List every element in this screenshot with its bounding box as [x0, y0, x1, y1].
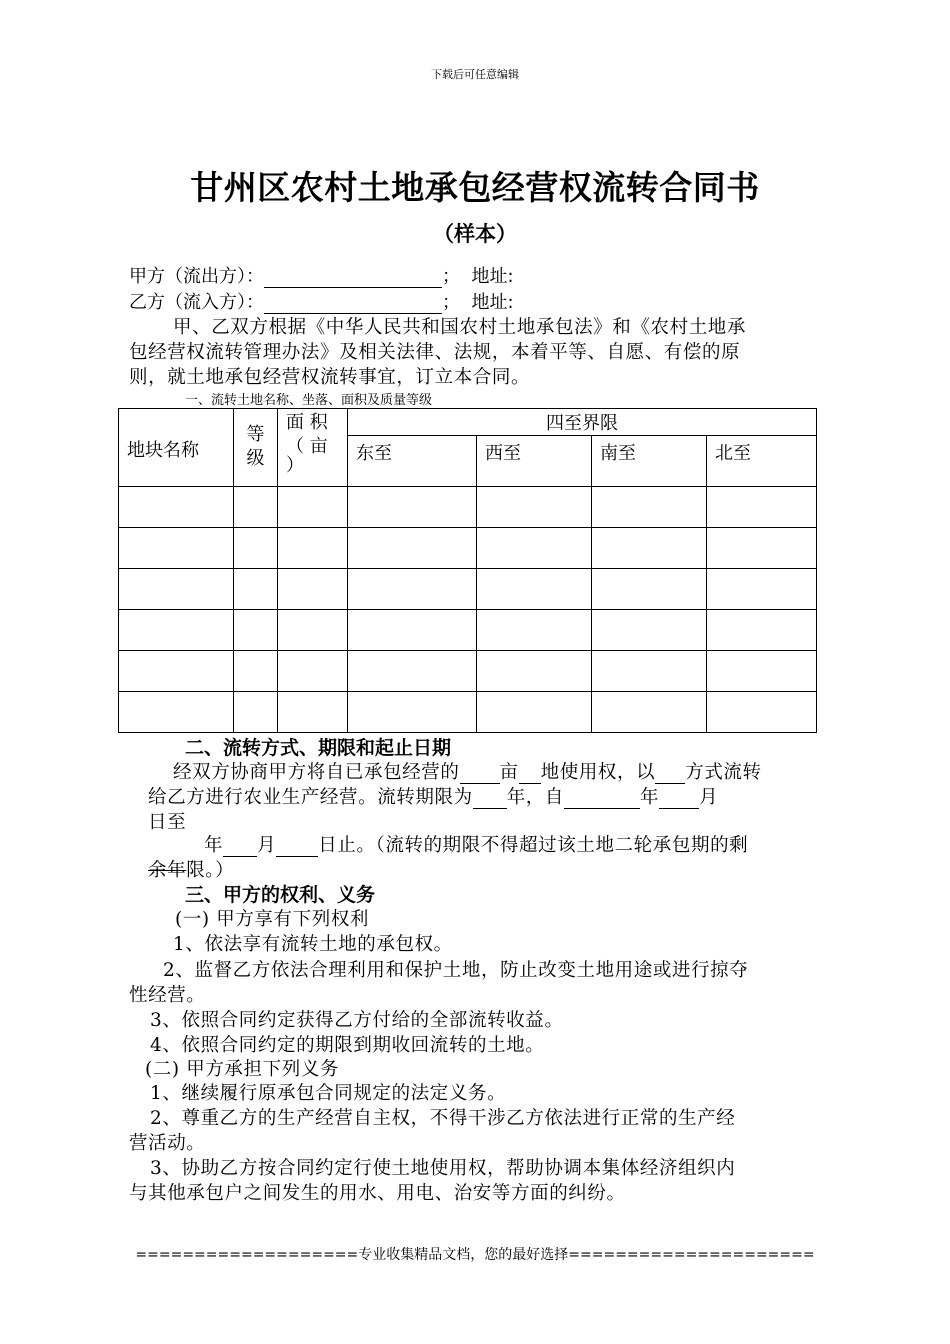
table-cell — [477, 692, 592, 733]
col-header-area-3: ） — [286, 455, 304, 476]
document-title: 甘州区农村土地承包经营权流转合同书 — [190, 168, 760, 207]
col-header-south-label: 南至 — [600, 443, 636, 464]
s2-text-b: 亩 — [499, 762, 519, 783]
table-cell — [119, 692, 234, 733]
table-cell — [119, 528, 234, 569]
table-cell — [477, 610, 592, 651]
table-cell — [592, 610, 707, 651]
table-cell — [119, 487, 234, 528]
table-cell — [234, 528, 278, 569]
table-cell — [592, 569, 707, 610]
table-row — [119, 610, 817, 651]
document-subtitle: （样本） — [433, 221, 517, 246]
table-cell — [278, 569, 348, 610]
blank-years — [473, 790, 507, 809]
party-b-address-label: 地址: — [471, 292, 514, 313]
table-cell — [348, 528, 477, 569]
right-1: 1、依法享有流转土地的承包权。 — [173, 934, 453, 955]
right-3: 3、依照合同约定获得乙方付给的全部流转收益。 — [150, 1010, 564, 1031]
table-cell — [278, 692, 348, 733]
s2-text-j: 月 — [257, 835, 277, 856]
table-cell — [348, 610, 477, 651]
boundary-header-label: 四至界限 — [546, 413, 618, 434]
table-cell — [592, 692, 707, 733]
table-cell — [477, 528, 592, 569]
blank-start-year — [564, 790, 640, 809]
table-cell — [707, 569, 817, 610]
s2-text-c: 地使用权，以 — [540, 762, 656, 783]
s2-text-g: 年 — [640, 787, 660, 808]
blank-end-day — [276, 838, 318, 857]
s2-text-k: 日止。（流转的期限不得超过该土地二轮承包期的剩 — [318, 835, 749, 856]
table-cell — [119, 569, 234, 610]
table-cell — [119, 651, 234, 692]
s2-strike-text: 余年 — [148, 860, 187, 881]
party-a-sep: ； — [442, 266, 460, 287]
section-2-line-5 — [148, 856, 234, 882]
party-b-label: 乙方（流入方）： — [129, 292, 264, 313]
table-cell — [278, 610, 348, 651]
table-row — [119, 528, 817, 569]
col-header-east — [348, 436, 477, 487]
col-header-name — [119, 409, 234, 487]
intro-line-1: 甲、乙双方根据《中华人民共和国农村土地承包法》和《农村土地承 — [173, 317, 747, 338]
blank-start-month — [659, 790, 699, 809]
blank-end-month — [223, 838, 257, 857]
table-row — [119, 651, 817, 692]
col-header-west — [477, 436, 592, 487]
land-table-body — [119, 487, 817, 733]
section-1-title: 一、流转土地名称、坐落、面积及质量等级 — [185, 393, 433, 408]
table-cell — [592, 487, 707, 528]
party-b-line — [129, 288, 514, 314]
table-cell — [348, 569, 477, 610]
table-row — [119, 487, 817, 528]
s2-text-i: 年 — [204, 835, 224, 856]
s2-text-e: 给乙方进行农业生产经营。流转期限为 — [148, 787, 473, 808]
land-table — [118, 408, 817, 733]
col-header-area — [278, 409, 348, 487]
party-b-name-blank — [264, 295, 442, 314]
table-cell — [707, 487, 817, 528]
s2-text-f: 年，自 — [506, 787, 565, 808]
table-cell — [707, 692, 817, 733]
table-cell — [234, 610, 278, 651]
section-2-line-1 — [173, 758, 762, 784]
table-cell — [278, 528, 348, 569]
right-4: 4、依照合同约定的期限到期收回流转的土地。 — [150, 1035, 545, 1056]
col-header-area-2: （ 亩 — [286, 436, 328, 457]
party-a-label: 甲方（流出方）： — [129, 266, 264, 287]
table-cell — [477, 487, 592, 528]
blank-land-type — [519, 765, 541, 784]
col-header-west-label: 西至 — [485, 443, 521, 464]
table-cell — [234, 692, 278, 733]
col-header-grade-1: 等 — [246, 424, 265, 445]
s2-text-d: 方式流转 — [685, 762, 762, 783]
section-2-line-4 — [204, 831, 748, 857]
duty-1: 1、继续履行原承包合同规定的法定义务。 — [150, 1083, 507, 1104]
blank-area — [460, 765, 500, 784]
party-a-name-blank — [264, 269, 442, 288]
right-2-line-1: 2、监督乙方依法合理利用和保护土地，防止改变土地用途或进行掠夺 — [163, 960, 749, 981]
table-cell — [234, 569, 278, 610]
table-cell — [592, 528, 707, 569]
blank-method — [655, 765, 685, 784]
table-cell — [477, 569, 592, 610]
col-header-east-label: 东至 — [356, 443, 392, 464]
section-2-line-3: 日至 — [148, 812, 187, 833]
table-cell — [348, 692, 477, 733]
table-row — [119, 569, 817, 610]
duty-2-line-1: 2、尊重乙方的生产经营自主权，不得干涉乙方依法进行正常的生产经 — [150, 1108, 736, 1129]
duty-2-line-2: 营活动。 — [129, 1133, 206, 1154]
section-3-title: 三、甲方的权利、义务 — [185, 884, 376, 906]
intro-line-2: 包经营权流转管理办法》及相关法律、法规，本着平等、自愿、有偿的原 — [129, 342, 741, 363]
table-cell — [592, 651, 707, 692]
duty-3-line-2: 与其他承包户之间发生的用水、用电、治安等方面的纠纷。 — [129, 1183, 626, 1204]
table-cell — [707, 610, 817, 651]
col-header-area-1: 面 积 — [286, 412, 328, 433]
s2-text-a: 经双方协商甲方将自已承包经营的 — [173, 762, 460, 783]
table-cell — [234, 651, 278, 692]
section-2-line-2 — [148, 783, 718, 809]
col-header-name-label: 地块名称 — [127, 440, 199, 461]
party-a-address-label: 地址: — [471, 266, 514, 287]
party-b-sep: ； — [442, 292, 460, 313]
duties-title: (二) 甲方承担下列义务 — [145, 1059, 340, 1080]
col-header-south — [592, 436, 707, 487]
s2-text-l: 限。） — [186, 860, 235, 881]
section-2-title: 二、流转方式、期限和起止日期 — [185, 737, 452, 759]
table-cell — [707, 528, 817, 569]
boundary-header — [348, 409, 817, 436]
table-cell — [119, 610, 234, 651]
header-note: 下载后可任意编辑 — [431, 68, 519, 81]
table-cell — [278, 487, 348, 528]
s2-text-h: 月 — [699, 787, 719, 808]
table-cell — [234, 487, 278, 528]
col-header-north — [707, 436, 817, 487]
table-cell — [348, 487, 477, 528]
party-a-line — [129, 262, 514, 288]
col-header-north-label: 北至 — [715, 443, 751, 464]
table-row — [119, 692, 817, 733]
footer-banner: ===================专业收集精品文档，您的最好选择===================== — [135, 1247, 815, 1263]
duty-3-line-1: 3、协助乙方按合同约定行使土地使用权，帮助协调本集体经济组织内 — [150, 1158, 736, 1179]
col-header-grade — [234, 409, 278, 487]
col-header-grade-2: 级 — [246, 448, 265, 469]
table-cell — [707, 651, 817, 692]
table-cell — [477, 651, 592, 692]
rights-title: (一) 甲方享有下列权利 — [175, 909, 370, 930]
intro-line-3: 则，就土地承包经营权流转事宜，订立本合同。 — [129, 367, 531, 388]
right-2-line-2: 性经营。 — [129, 985, 206, 1006]
table-cell — [278, 651, 348, 692]
table-cell — [348, 651, 477, 692]
